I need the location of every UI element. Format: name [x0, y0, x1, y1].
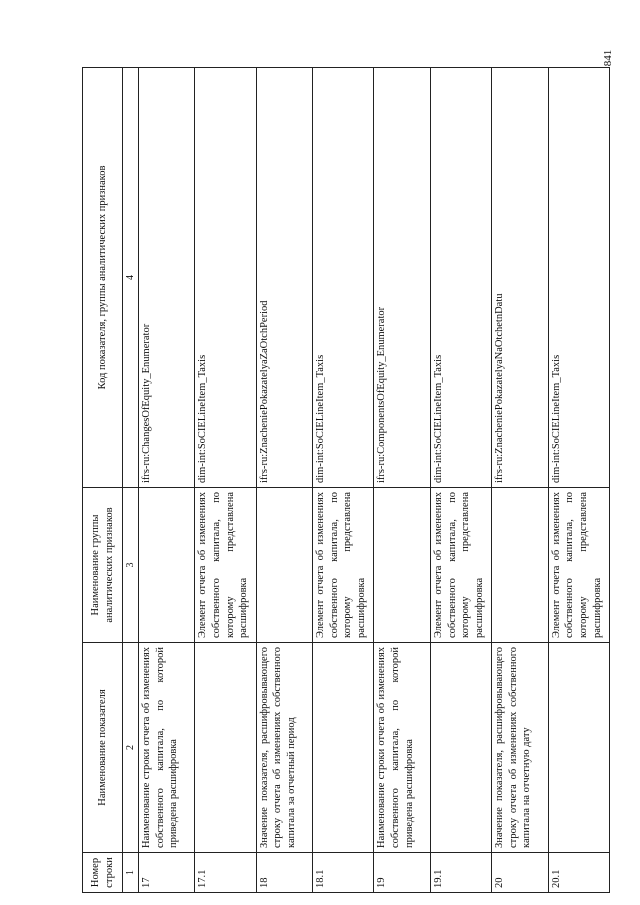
- header-indicator-name: Наименование показателя: [83, 643, 123, 853]
- column-number: 4: [123, 68, 139, 488]
- indicator-code: ifrs-ru:ZnacheniePokazatelyaNaOtchetnDatu: [492, 68, 548, 488]
- indicator-code: dim-int:SoCIELineItem_Taxis: [313, 68, 374, 488]
- indicator-code: ifrs-ru:ChangesOfEquity_Enumerator: [139, 68, 195, 488]
- header-code: Код показателя, группы аналитических признаков: [83, 68, 123, 488]
- column-number: 2: [123, 643, 139, 853]
- header-group-name: Наименование группы аналитических признаков: [83, 488, 123, 643]
- header-row-number: Номер строки: [83, 853, 123, 893]
- column-number-row: [123, 68, 139, 893]
- row-number: 20: [492, 853, 548, 893]
- column-number: 1: [123, 853, 139, 893]
- group-name: [492, 488, 548, 643]
- table-row: [256, 68, 312, 893]
- group-name: Элемент отчета об изменениях собственного капитала, по которому представлена расшифровка: [548, 488, 609, 643]
- header-row: [83, 68, 123, 893]
- table-row: [492, 68, 548, 893]
- table-row: [139, 68, 195, 893]
- page-number: 841: [602, 49, 614, 67]
- row-number: 20.1: [548, 853, 609, 893]
- indicator-code: ifrs-ru:ComponentsOfEquity_Enumerator: [374, 68, 430, 488]
- group-name: Элемент отчета об изменениях собственного капитала, по которому представлена расшифровка: [313, 488, 374, 643]
- indicator-name: Наименование строки отчета об изменениях собственного капитала, по которой приведена расшифровка: [139, 643, 195, 853]
- indicator-name: Значение показателя, расшифровывающего строку отчета об изменениях собственного капитала на отчетную дату: [492, 643, 548, 853]
- rotated-table-container: [82, 68, 610, 893]
- row-number: 17.1: [195, 853, 256, 893]
- indicator-name: [195, 643, 256, 853]
- row-number: 19.1: [430, 853, 491, 893]
- indicator-name: [548, 643, 609, 853]
- indicator-code: dim-int:SoCIELineItem_Taxis: [195, 68, 256, 488]
- indicator-table: [82, 67, 610, 893]
- table-row: [313, 68, 374, 893]
- table-row: [430, 68, 491, 893]
- indicator-name: [313, 643, 374, 853]
- group-name: [374, 488, 430, 643]
- indicator-name: Наименование строки отчета об изменениях собственного капитала, по которой приведена расшифровка: [374, 643, 430, 853]
- row-number: 17: [139, 853, 195, 893]
- indicator-name: Значение показателя, расшифровывающего строку отчета об изменениях собственного капитала за отчетный период: [256, 643, 312, 853]
- indicator-code: ifrs-ru:ZnacheniePokazatelyaZaOtchPeriod: [256, 68, 312, 488]
- indicator-code: dim-int:SoCIELineItem_Taxis: [548, 68, 609, 488]
- table-row: [548, 68, 609, 893]
- column-number: 3: [123, 488, 139, 643]
- group-name: Элемент отчета об изменениях собственного капитала, по которому представлена расшифровка: [195, 488, 256, 643]
- group-name: [256, 488, 312, 643]
- indicator-code: dim-int:SoCIELineItem_Taxis: [430, 68, 491, 488]
- row-number: 19: [374, 853, 430, 893]
- row-number: 18.1: [313, 853, 374, 893]
- row-number: 18: [256, 853, 312, 893]
- table-row: [195, 68, 256, 893]
- group-name: Элемент отчета об изменениях собственного капитала, по которому представлена расшифровка: [430, 488, 491, 643]
- indicator-name: [430, 643, 491, 853]
- table-row: [374, 68, 430, 893]
- group-name: [139, 488, 195, 643]
